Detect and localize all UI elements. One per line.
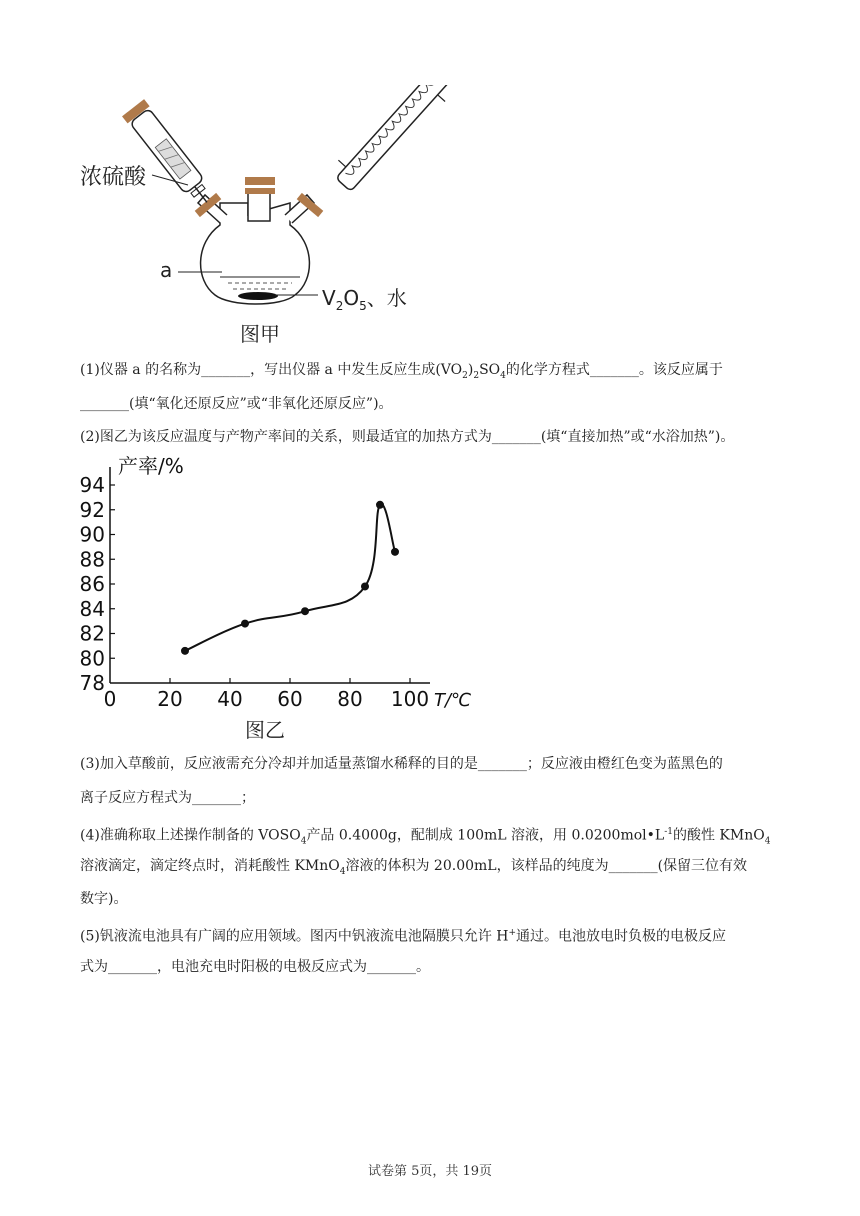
y-tick-label: 86	[79, 572, 105, 596]
x-tick-label: 60	[277, 687, 303, 711]
apparatus-figure	[70, 85, 450, 355]
page-footer: 试卷第 5页，共 19页	[367, 1164, 493, 1179]
x-tick-label: 0	[103, 687, 117, 711]
question-4-line-1: (4)准确称取上述操作制备的 $VOSO_4$产品 0.4000g，配制成 100mL 溶液，用 $0.0200mol•L^{-1}$的酸性 KMnO$_4$	[80, 827, 771, 847]
figure-b-caption: 图乙	[245, 718, 285, 742]
label-contents: $V_2O_5$、水	[322, 286, 407, 313]
label-concentrated-acid: 浓硫酸	[80, 165, 147, 190]
x-tick-label: 20	[157, 687, 183, 711]
y-tick-label: 80	[79, 646, 105, 671]
y-tick-label: 88	[79, 547, 105, 572]
yield-temperature-chart	[70, 455, 490, 715]
data-point	[376, 501, 384, 509]
data-point	[361, 582, 369, 590]
question-1-line-1: (1)仪器 a 的名称为_______，写出仪器 a 中发生反应生成$(VO_2)_2SO_4$的化学方程式_______。该反应属于	[80, 362, 723, 381]
y-tick-label: 78	[79, 671, 105, 695]
y-tick-label: 82	[79, 621, 105, 646]
yield-curve	[185, 504, 395, 651]
data-point	[391, 548, 399, 556]
y-tick-label: 94	[79, 473, 105, 497]
question-3-line-2: 离子反应方程式为_______；	[80, 790, 255, 806]
question-5-line-1: (5)钒液流电池具有广阔的应用领域。图丙中钒液流电池隔膜只允许 H+通过。电池放电时负极的电极反应	[80, 928, 727, 945]
y-tick-label: 90	[79, 522, 105, 547]
figure-a-caption: 图甲	[240, 322, 280, 346]
center-neck	[248, 191, 270, 221]
data-point	[241, 620, 249, 628]
question-2-line-1: (2)图乙为该反应温度与产物产率间的关系，则最适宜的加热方式为_______(填“直接加热”或“水浴加热”)。	[80, 429, 735, 445]
dropping-funnel	[122, 99, 218, 211]
question-1-line-2: _______(填“氧化还原反应”或“非氧化还原反应”)。	[80, 396, 393, 412]
y-tick-label: 92	[79, 497, 105, 522]
x-tick-label: 40	[217, 687, 243, 711]
question-5-line-2: 式为_______，电池充电时阳极的电极反应式为_______。	[80, 959, 430, 975]
x-axis-label: T/℃	[434, 690, 472, 711]
data-point	[181, 647, 189, 655]
question-4-line-2: 溶液滴定，滴定终点时，消耗酸性 KMnO$_4$溶液的体积为 20.00mL，该样品的纯度为_______(保留三位有效	[80, 858, 748, 877]
y-axis-label: 产率/%	[118, 455, 184, 478]
question-4-line-3: 数字)。	[80, 891, 128, 907]
label-flask-a: a	[160, 258, 173, 282]
x-tick-label: 80	[337, 687, 363, 711]
question-3-line-1: (3)加入草酸前，反应液需充分冷却并加适量蒸馏水稀释的目的是_______；反应液由橙红色变为蓝黑色的	[80, 756, 723, 772]
center-stopper	[245, 177, 275, 185]
x-tick-label: 100	[390, 687, 430, 711]
solid-v2o5	[238, 292, 278, 300]
data-point	[301, 607, 309, 615]
reflux-condenser	[328, 85, 450, 198]
y-tick-label: 84	[79, 596, 105, 621]
